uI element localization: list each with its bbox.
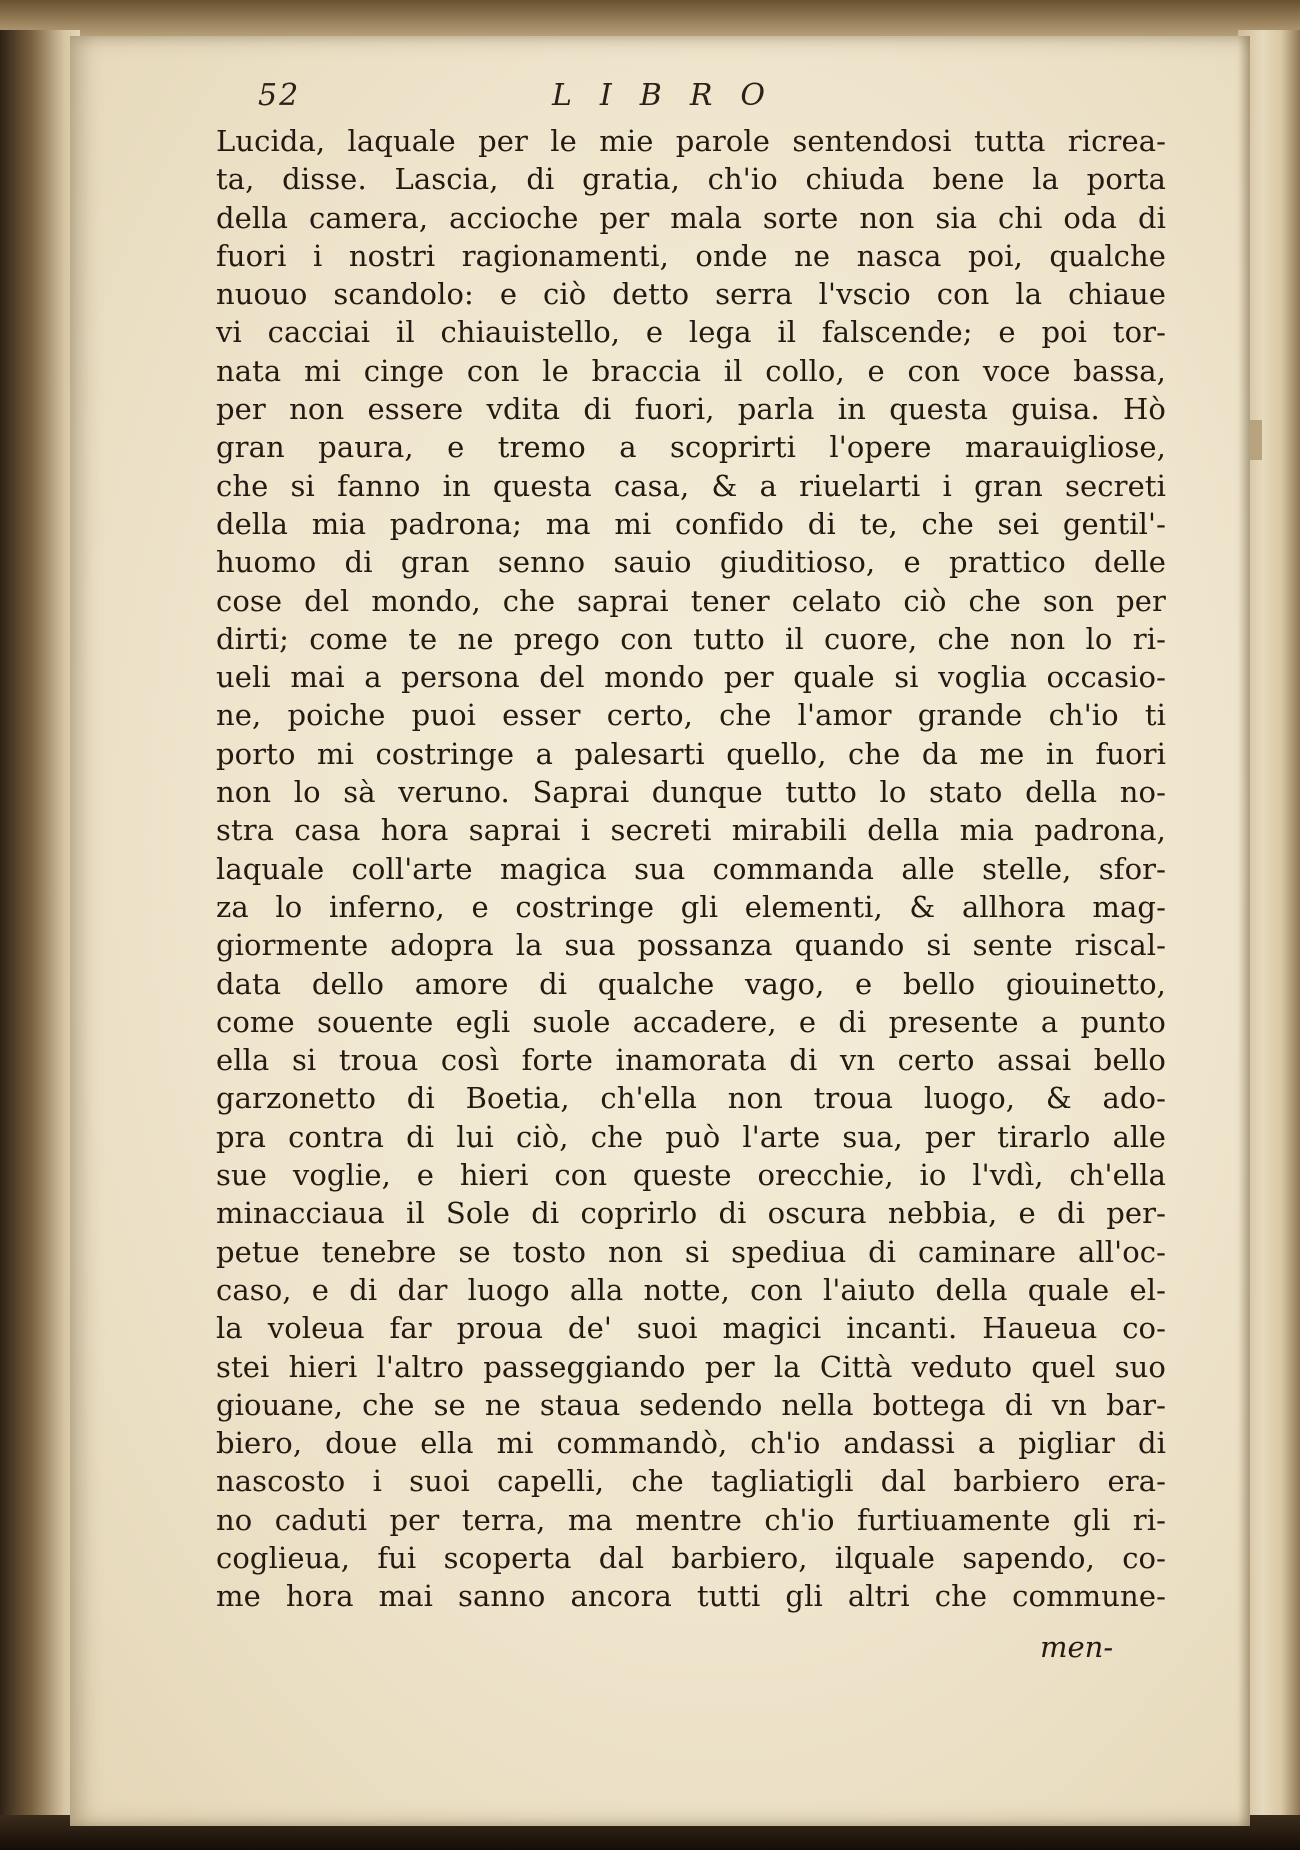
text-line: pra contra di lui ciò, che può l'arte sua, per tirarlo alle (216, 1119, 1166, 1154)
text-line: stei hieri l'altro passeggiando per la Città veduto quel suo (216, 1349, 1166, 1384)
text-line: data dello amore di qualche vago, e bello giouinetto, (216, 966, 1166, 1001)
book-spine-edge (0, 30, 80, 1820)
text-line: me hora mai sanno ancora tutti gli altri che commune- (216, 1579, 1166, 1614)
text-line: nuouo scandolo: e ciò detto serra l'vscio con la chiaue (216, 277, 1166, 312)
text-line: della camera, accioche per mala sorte non sia chi oda di (216, 200, 1166, 235)
text-line: minacciaua il Sole di coprirlo di oscura nebbia, e di per- (216, 1196, 1166, 1231)
page-shadow (1238, 36, 1250, 1826)
page-header (0, 78, 1300, 118)
text-line: giouane, che se ne staua sedendo nella bottega di vn bar- (216, 1387, 1166, 1422)
text-line: vi cacciai il chiauistello, e lega il falscende; e poi tor- (216, 315, 1166, 350)
text-line: porto mi costringe a palesarti quello, che da me in fuori (216, 736, 1166, 771)
text-line: petue tenebre se tosto non si spediua di caminare all'oc- (216, 1234, 1166, 1269)
text-line: Lucida, laquale per le mie parole sentendosi tutta ricrea- (216, 124, 1166, 158)
text-line: biero, doue ella mi commandò, ch'io andassi a pigliar di (216, 1426, 1166, 1461)
page-tab-marker (1250, 420, 1262, 460)
text-line: laquale coll'arte magica sua commanda alle stelle, sfor- (216, 851, 1166, 886)
text-line: ne, poiche puoi esser certo, che l'amor grande ch'io ti (216, 698, 1166, 733)
text-line: la voleua far proua de' suoi magici incanti. Haueua co- (216, 1311, 1166, 1346)
text-line: caso, e di dar luogo alla notte, con l'aiuto della quale el- (216, 1272, 1166, 1307)
text-line: non lo sà veruno. Saprai dunque tutto lo stato della no- (216, 775, 1166, 810)
text-line: no caduti per terra, ma mentre ch'io furtiuamente gli ri- (216, 1502, 1166, 1537)
page-number: 52 (258, 78, 301, 113)
text-line: cose del mondo, che saprai tener celato ciò che son per (216, 583, 1166, 618)
text-line: dirti; come te ne prego con tutto il cuore, che non lo ri- (216, 621, 1166, 656)
text-line: ta, disse. Lascia, di gratia, ch'io chiuda bene la porta (216, 162, 1166, 197)
text-line: nata mi cinge con le braccia il collo, e con voce bassa, (216, 353, 1166, 388)
text-line: che si fanno in questa casa, & a riuelarti i gran secreti (216, 468, 1166, 503)
text-line: per non essere vdita di fuori, parla in questa guisa. Hò (216, 392, 1166, 427)
text-line: za lo inferno, e costringe gli elementi, & allhora mag- (216, 889, 1166, 924)
text-line: huomo di gran senno sauio giuditioso, e prattico delle (216, 545, 1166, 580)
text-line: della mia padrona; ma mi confido di te, che sei gentil'- (216, 506, 1166, 541)
running-head: LIBRO (552, 78, 794, 113)
text-line: gran paura, e tremo a scoprirti l'opere marauigliose, (216, 430, 1166, 465)
body-text (216, 122, 1166, 1616)
text-line: come souente egli suole accadere, e di presente a punto (216, 1004, 1166, 1039)
text-line: giormente adopra la sua possanza quando si sente riscal- (216, 928, 1166, 963)
text-line: stra casa hora saprai i secreti mirabili della mia padrona, (216, 813, 1166, 848)
text-line: sue voglie, e hieri con queste orecchie, io l'vdì, ch'ella (216, 1158, 1166, 1193)
text-line: nascosto i suoi capelli, che tagliatigli dal barbiero era- (216, 1464, 1166, 1499)
text-line: fuori i nostri ragionamenti, onde ne nasca poi, qualche (216, 238, 1166, 273)
text-line: garzonetto di Boetia, ch'ella non troua luogo, & ado- (216, 1081, 1166, 1116)
catchword: men- (1040, 1630, 1114, 1664)
text-line: ueli mai a persona del mondo per quale si voglia occasio- (216, 660, 1166, 695)
text-line: ella si troua così forte inamorata di vn certo assai bello (216, 1043, 1166, 1078)
text-line: coglieua, fui scoperta dal barbiero, ilquale sapendo, co- (216, 1540, 1166, 1575)
